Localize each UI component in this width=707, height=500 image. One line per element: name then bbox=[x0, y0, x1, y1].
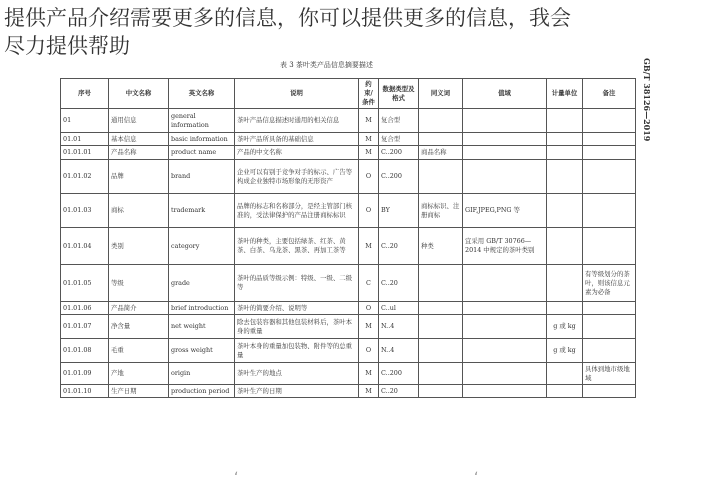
table-cell bbox=[583, 109, 636, 133]
table-cell: 复合型 bbox=[379, 133, 419, 146]
table-row bbox=[61, 363, 636, 385]
col-header: 中文名称 bbox=[109, 79, 169, 109]
table-row bbox=[61, 228, 636, 265]
table-cell: GIF,JPEG,PNG 等 bbox=[463, 194, 547, 228]
caption-banner bbox=[4, 4, 704, 60]
table-cell: 复合型 bbox=[379, 109, 419, 133]
col-header: 备注 bbox=[583, 79, 636, 109]
table-cell bbox=[463, 133, 547, 146]
table-cell bbox=[463, 146, 547, 160]
table-cell: M bbox=[359, 146, 379, 160]
table-cell: trademark bbox=[169, 194, 235, 228]
table-cell: C..200 bbox=[379, 146, 419, 160]
table-cell: M bbox=[359, 385, 379, 398]
table-cell: 01.01.06 bbox=[61, 302, 109, 315]
table-cell: 企业可以有别于竞争对手的标示、广告等构成企业独特市场形象的无形资产 bbox=[235, 160, 359, 194]
table-row bbox=[61, 302, 636, 315]
table-cell: 01.01.04 bbox=[61, 228, 109, 265]
table-row bbox=[61, 160, 636, 194]
table-cell: 生产日期 bbox=[109, 385, 169, 398]
table-cell bbox=[419, 160, 463, 194]
table-cell bbox=[547, 302, 583, 315]
table-cell bbox=[419, 363, 463, 385]
table-cell: general information bbox=[169, 109, 235, 133]
table-cell: 商标 bbox=[109, 194, 169, 228]
table-cell bbox=[547, 109, 583, 133]
table-cell: 茶叶的品质等级示例：特级、一级、二级等 bbox=[235, 265, 359, 302]
table-cell: C..200 bbox=[379, 160, 419, 194]
table-cell: 商标标识、注册商标 bbox=[419, 194, 463, 228]
table-cell: gross weight bbox=[169, 339, 235, 363]
table-cell bbox=[583, 160, 636, 194]
col-header: 值域 bbox=[463, 79, 547, 109]
table-cell: N..4 bbox=[379, 339, 419, 363]
table-cell: 01.01.02 bbox=[61, 160, 109, 194]
table-cell bbox=[419, 133, 463, 146]
table-cell: N..4 bbox=[379, 315, 419, 339]
table-cell bbox=[419, 385, 463, 398]
table-cell: 茶叶的简要介绍、说明等 bbox=[235, 302, 359, 315]
table-cell: 产品的中文名称 bbox=[235, 146, 359, 160]
table-cell bbox=[547, 265, 583, 302]
table-cell: 01.01.05 bbox=[61, 265, 109, 302]
table-cell: 茶叶生产的日期 bbox=[235, 385, 359, 398]
table-cell: BY bbox=[379, 194, 419, 228]
scan-mark: ʻ bbox=[234, 470, 239, 486]
col-header: 数据类型及格式 bbox=[379, 79, 419, 109]
table-cell: 种类 bbox=[419, 228, 463, 265]
table-cell: 茶叶生产的地点 bbox=[235, 363, 359, 385]
caption-line-1: 提供产品介绍需要更多的信息，你可以提供更多的信息，我会 bbox=[4, 6, 571, 30]
table-cell bbox=[583, 315, 636, 339]
table-cell: 01.01.10 bbox=[61, 385, 109, 398]
table-cell bbox=[463, 339, 547, 363]
table-cell: C..20 bbox=[379, 228, 419, 265]
table-cell: g 或 kg bbox=[547, 315, 583, 339]
table-cell: 等级 bbox=[109, 265, 169, 302]
table-cell: 有等级划分的茶叶，则该信息元素为必备 bbox=[583, 265, 636, 302]
table-cell: 除去包装容器和其他包装材料后，茶叶本身的重量 bbox=[235, 315, 359, 339]
table-cell: 茶叶产品所具备的基础信息 bbox=[235, 133, 359, 146]
table-cell: 品牌 bbox=[109, 160, 169, 194]
table-cell: C bbox=[359, 265, 379, 302]
table-cell: basic information bbox=[169, 133, 235, 146]
table-row bbox=[61, 315, 636, 339]
table-header-row bbox=[61, 79, 636, 109]
table-cell: 产品名称 bbox=[109, 146, 169, 160]
table-cell: 通用信息 bbox=[109, 109, 169, 133]
table-cell: production period bbox=[169, 385, 235, 398]
table-cell: 01.01.08 bbox=[61, 339, 109, 363]
table-cell bbox=[463, 160, 547, 194]
table-cell bbox=[463, 315, 547, 339]
table-cell: M bbox=[359, 363, 379, 385]
table-cell: O bbox=[359, 194, 379, 228]
table-row bbox=[61, 109, 636, 133]
table-cell bbox=[419, 265, 463, 302]
table-row bbox=[61, 146, 636, 160]
table-cell bbox=[419, 302, 463, 315]
table-cell bbox=[583, 146, 636, 160]
table-row bbox=[61, 133, 636, 146]
table-cell: C..20 bbox=[379, 385, 419, 398]
col-header: 英文名称 bbox=[169, 79, 235, 109]
table-row bbox=[61, 339, 636, 363]
table-cell: C..20 bbox=[379, 265, 419, 302]
table-cell bbox=[583, 339, 636, 363]
table-cell: net weight bbox=[169, 315, 235, 339]
table-cell bbox=[547, 228, 583, 265]
table-cell: brief introduction bbox=[169, 302, 235, 315]
col-header: 约束/条件 bbox=[359, 79, 379, 109]
table-cell: 01.01.09 bbox=[61, 363, 109, 385]
table-cell: product name bbox=[169, 146, 235, 160]
standard-code: GB/T 38126—2019 bbox=[642, 58, 652, 142]
table-cell: 具体到地市级地域 bbox=[583, 363, 636, 385]
table-cell: M bbox=[359, 133, 379, 146]
table-cell: M bbox=[359, 228, 379, 265]
table-cell bbox=[463, 363, 547, 385]
table-cell: 01.01.07 bbox=[61, 315, 109, 339]
table-cell: 宜采用 GB/T 30766—2014 中规定的茶叶类别 bbox=[463, 228, 547, 265]
table-cell bbox=[583, 133, 636, 146]
col-header: 说明 bbox=[235, 79, 359, 109]
table-cell: 茶叶产品信息描述时通用的相关信息 bbox=[235, 109, 359, 133]
table-cell: 基本信息 bbox=[109, 133, 169, 146]
table-row bbox=[61, 265, 636, 302]
table-row bbox=[61, 194, 636, 228]
table-title: 表 3 茶叶类产品信息摘要描述 bbox=[280, 61, 373, 69]
table-cell: C..ul bbox=[379, 302, 419, 315]
table-cell bbox=[547, 146, 583, 160]
table-row bbox=[61, 385, 636, 398]
table-cell: 产品简介 bbox=[109, 302, 169, 315]
table-cell: M bbox=[359, 109, 379, 133]
table-cell: O bbox=[359, 339, 379, 363]
table-cell: brand bbox=[169, 160, 235, 194]
table-cell bbox=[419, 315, 463, 339]
col-header: 计量单位 bbox=[547, 79, 583, 109]
table-cell: 01.01 bbox=[61, 133, 109, 146]
table-cell: 01.01.03 bbox=[61, 194, 109, 228]
table-cell: category bbox=[169, 228, 235, 265]
table-cell: M bbox=[359, 315, 379, 339]
spec-table bbox=[60, 78, 636, 398]
caption-line-2: 尽力提供帮助 bbox=[4, 34, 130, 58]
table-cell: 01.01.01 bbox=[61, 146, 109, 160]
table-cell bbox=[547, 194, 583, 228]
col-header: 序号 bbox=[61, 79, 109, 109]
table-cell bbox=[583, 385, 636, 398]
table-cell bbox=[463, 109, 547, 133]
table-cell: O bbox=[359, 160, 379, 194]
table-cell bbox=[583, 194, 636, 228]
table-cell bbox=[547, 385, 583, 398]
table-cell bbox=[547, 363, 583, 385]
table-cell: 毛重 bbox=[109, 339, 169, 363]
table-cell bbox=[547, 160, 583, 194]
table-cell bbox=[547, 133, 583, 146]
table-cell: 茶叶本身的重量加包装物、附件等的总重量 bbox=[235, 339, 359, 363]
table-cell: C..200 bbox=[379, 363, 419, 385]
col-header: 同义词 bbox=[419, 79, 463, 109]
table-cell: 类别 bbox=[109, 228, 169, 265]
table-cell: O bbox=[359, 302, 379, 315]
table-cell: origin bbox=[169, 363, 235, 385]
table-cell bbox=[583, 228, 636, 265]
table-cell: 品牌的标志和名称部分，是经主管部门核准的，受法律保护的产品注册商标标识 bbox=[235, 194, 359, 228]
table-cell bbox=[463, 302, 547, 315]
table-cell: 净含量 bbox=[109, 315, 169, 339]
table-cell: g 或 kg bbox=[547, 339, 583, 363]
table-cell: 产地 bbox=[109, 363, 169, 385]
table-cell bbox=[419, 109, 463, 133]
table-cell: 01 bbox=[61, 109, 109, 133]
table-cell bbox=[583, 302, 636, 315]
table-cell: 茶叶的种类，主要包括绿茶、红茶、黄茶、白茶、乌龙茶、黑茶、再加工茶等 bbox=[235, 228, 359, 265]
table-cell: grade bbox=[169, 265, 235, 302]
table-cell: 商品名称 bbox=[419, 146, 463, 160]
scan-mark: ʻ bbox=[474, 470, 479, 486]
table-cell bbox=[419, 339, 463, 363]
table-cell bbox=[463, 385, 547, 398]
table-cell bbox=[463, 265, 547, 302]
